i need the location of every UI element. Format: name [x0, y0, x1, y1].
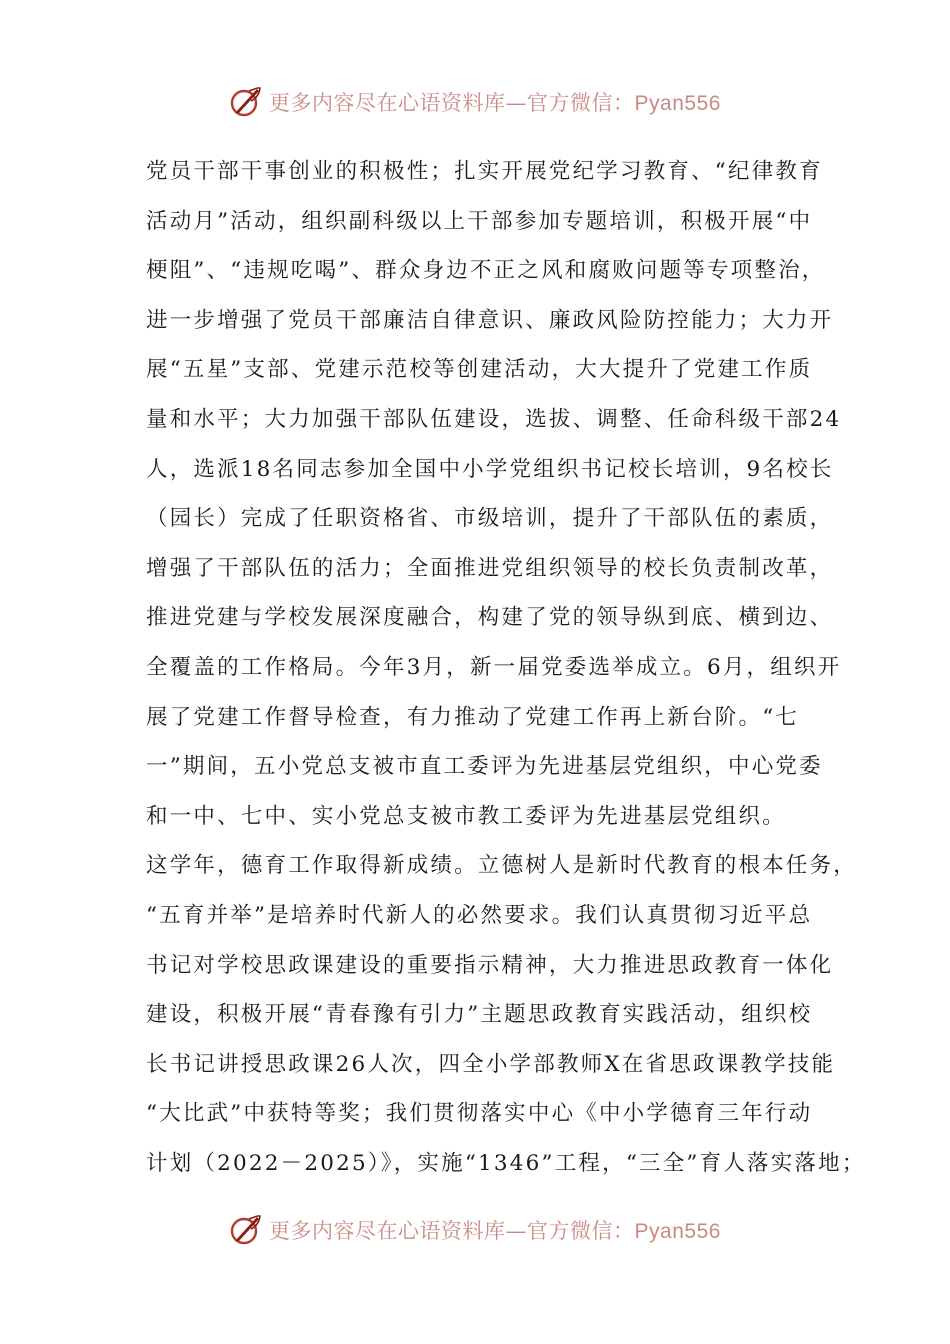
banner-wechat-id: Pyan556 [634, 1220, 721, 1243]
text-line: 展了党建工作督导检查，有力推动了党建工作再上新台阶。“七 [146, 704, 800, 730]
banner-text: 更多内容尽在心语资料库—官方微信： [269, 1219, 635, 1243]
text-line: 人，选派18名同志参加全国中小学党组织书记校长培训，9名校长 [146, 456, 834, 482]
text-line: 计划（2022－2025）》，实施“1346”工程，“三全”育人落实落地； [146, 1150, 866, 1176]
text-line: 党员干部干事创业的积极性；扎实开展党纪学习教育、“纪律教育 [146, 159, 823, 184]
text-line: 梗阻”、“违规吃喝”、群众身边不正之风和腐败问题等专项整治， [146, 258, 826, 284]
banner-wechat-id: Pyan556 [634, 92, 721, 115]
header-banner [0, 80, 950, 124]
text-line: 全覆盖的工作格局。今年3月，新一届党委选举成立。6月，组织开 [146, 654, 842, 680]
text-line: “五育并举”是培养时代新人的必然要求。我们认真贯彻习近平总 [146, 902, 813, 928]
text-line: （园长）完成了任职资格省、市级培训，提升了干部队伍的素质， [146, 506, 834, 532]
text-line: 这学年，德育工作取得新成绩。立德树人是新时代教育的根本任务， [146, 853, 858, 879]
text-line: 书记对学校思政课建设的重要指示精神，大力推进思政教育一体化 [146, 952, 834, 978]
text-line: 展“五星”支部、党建示范校等创建活动，大大提升了党建工作质 [146, 357, 813, 383]
footer-banner [0, 1208, 950, 1252]
text-line: 长书记讲授思政课26人次，四全小学部教师X在省思政课教学技能 [146, 1051, 836, 1077]
document-body [146, 147, 866, 1188]
text-line: 活动月”活动，组织副科级以上干部参加专题培训，积极开展“中 [146, 208, 813, 234]
text-line: 一”期间，五小党总支被市直工委评为先进基层党组织，中心党委 [146, 754, 823, 780]
text-line: “大比武”中获特等奖；我们贯彻落实中心《中小学德育三年行动 [146, 1101, 813, 1127]
quill-pen-logo-icon [229, 1213, 263, 1247]
text-line: 进一步增强了党员干部廉洁自律意识、廉政风险防控能力；大力开 [146, 307, 834, 333]
text-line: 增强了干部队伍的活力；全面推进党组织领导的校长负责制改革， [146, 555, 834, 581]
text-line: 推进党建与学校发展深度融合，构建了党的领导纵到底、横到边、 [146, 605, 834, 631]
quill-pen-logo-icon [229, 85, 263, 119]
text-line: 和一中、七中、实小党总支被市教工委评为先进基层党组织。 [146, 803, 786, 829]
banner-text: 更多内容尽在心语资料库—官方微信： [269, 91, 635, 115]
text-line: 建设，积极开展“青春豫有引力”主题思政教育实践活动，组织校 [146, 1002, 813, 1028]
text-line: 量和水平；大力加强干部队伍建设，选拔、调整、任命科级干部24 [146, 406, 842, 432]
